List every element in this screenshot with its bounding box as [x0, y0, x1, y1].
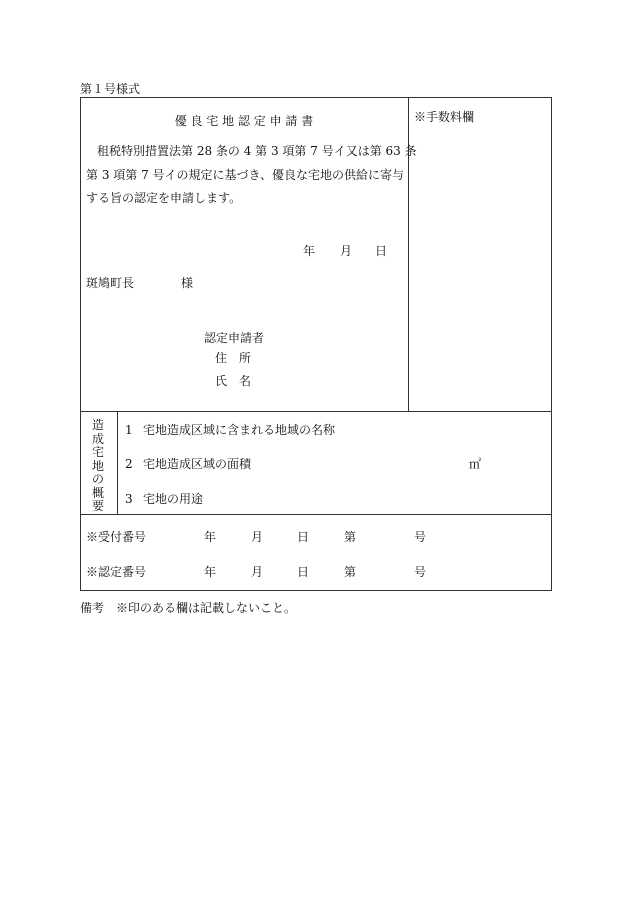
body-text-line-3: する旨の認定を申請します。 — [86, 191, 242, 205]
overview-label-divider — [117, 411, 118, 515]
certification-day-label: 日 — [297, 565, 310, 579]
overview-item-3-number: 3 — [125, 492, 133, 506]
receipt-year-label: 年 — [204, 530, 217, 544]
overview-item-3-label: 宅地の用途 — [143, 492, 204, 506]
body-text-line-2: 第 3 項第 7 号イの規定に基づき、優良な宅地の供給に寄与 — [86, 168, 405, 182]
date-day-label: 日 — [375, 244, 388, 258]
table-border-left — [80, 97, 81, 591]
receipt-dai-label: 第 — [344, 530, 357, 544]
overview-item-1-label: 宅地造成区域に含まれる地域の名称 — [143, 423, 336, 437]
applicant-heading: 認定申請者 — [204, 331, 265, 345]
overview-item-1-number: 1 — [125, 423, 133, 437]
receipt-number-label: ※受付番号 — [86, 530, 147, 544]
form-number: 第１号様式 — [80, 82, 141, 96]
date-month-label: 月 — [340, 244, 353, 258]
fee-column-label: ※手数料欄 — [414, 110, 475, 124]
table-border-top — [80, 97, 552, 98]
certification-month-label: 月 — [251, 565, 264, 579]
certification-dai-label: 第 — [344, 565, 357, 579]
receipt-go-label: 号 — [414, 530, 427, 544]
overview-side-label: 造成宅地の概要 — [91, 418, 104, 513]
table-border-bottom — [80, 590, 552, 591]
receipt-day-label: 日 — [297, 530, 310, 544]
table-divider-2 — [80, 514, 552, 515]
addressee-honorific: 様 — [181, 276, 194, 290]
table-border-right — [551, 97, 552, 591]
body-text-line-1: 租税特別措置法第 28 条の 4 第 3 項第 7 号イ又は第 63 条 — [97, 144, 417, 158]
overview-item-2-label: 宅地造成区域の面積 — [143, 457, 252, 471]
receipt-month-label: 月 — [251, 530, 264, 544]
certification-year-label: 年 — [204, 565, 217, 579]
remarks-note: 備考 ※印のある欄は記載しないこと。 — [80, 601, 297, 615]
addressee-name: 斑鳩町長 — [86, 276, 135, 290]
form-title: 優 良 宅 地 認 定 申 請 書 — [174, 114, 314, 128]
certification-go-label: 号 — [414, 565, 427, 579]
date-year-label: 年 — [303, 244, 316, 258]
applicant-address-label: 住 所 — [215, 351, 252, 365]
table-divider-1 — [80, 411, 552, 412]
applicant-name-label: 氏 名 — [215, 374, 252, 388]
overview-item-2-number: 2 — [125, 457, 133, 471]
certification-number-label: ※認定番号 — [86, 565, 147, 579]
overview-area-unit: ㎡ — [469, 457, 482, 471]
